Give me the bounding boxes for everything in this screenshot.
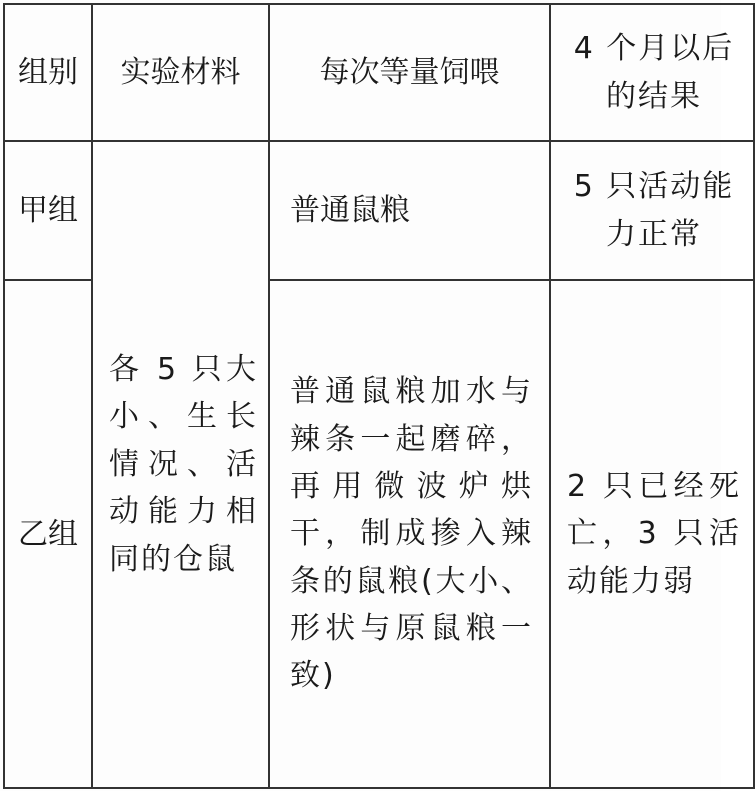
material-cell <box>92 141 269 788</box>
header-feed-cell <box>269 4 550 141</box>
group-a-feed-cell <box>269 141 550 280</box>
header-group-cell <box>4 4 92 141</box>
group-b-text: 乙组 <box>18 516 78 552</box>
group-b-feed-text: 普通鼠粮加水与辣条一起磨碎，再用微波炉烘干，制成掺入辣条的鼠粮(大小、形状与原鼠粮一致) <box>290 374 533 694</box>
group-a-cell <box>4 141 92 280</box>
header-material-text: 实验材料 <box>120 55 241 90</box>
header-result-text: 4 个月以后的结果 <box>573 31 735 114</box>
group-b-feed-cell <box>269 280 550 788</box>
header-feed-text: 每次等量饲喂 <box>319 55 500 90</box>
header-group-text: 组别 <box>18 55 78 90</box>
table-row <box>4 141 754 280</box>
group-b-result-text: 2 只已经死亡，3 只活动能力弱 <box>567 468 741 599</box>
header-result-cell <box>550 4 754 141</box>
group-a-feed-text: 普通鼠粮 <box>290 193 410 228</box>
group-b-result-cell <box>550 280 754 788</box>
group-b-cell <box>4 280 92 788</box>
material-text: 各 5 只大小、生长情况、活动能力相同的仓鼠 <box>109 352 258 577</box>
experiment-table <box>3 3 755 789</box>
group-a-result-text: 5 只活动能力正常 <box>573 169 735 252</box>
group-a-result-cell <box>550 141 754 280</box>
header-row <box>4 4 754 141</box>
group-a-text: 甲组 <box>18 193 78 228</box>
header-material-cell <box>92 4 269 141</box>
